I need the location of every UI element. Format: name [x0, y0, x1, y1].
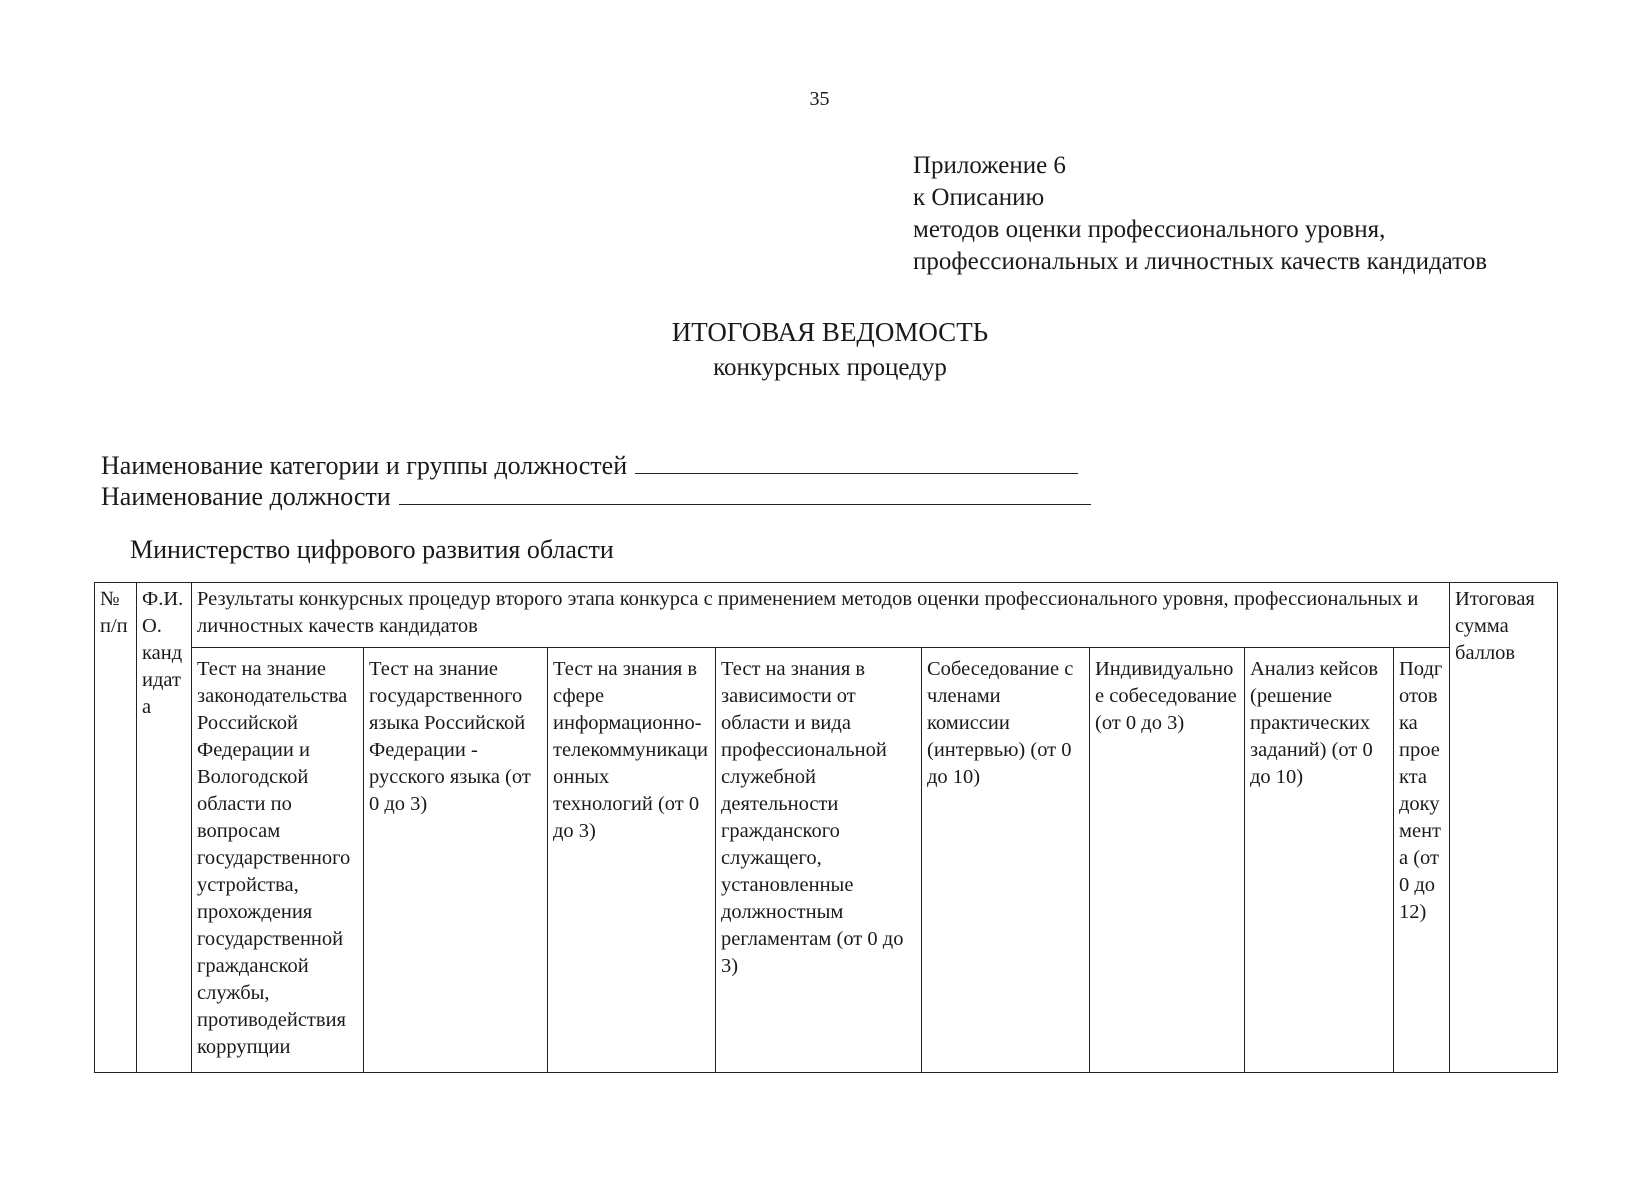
column-header-test: Тест на знание законодательства Российской Федерации и Вологодской области по вопросам государственного устройства, прохождения государственной гражданской службы, противодействия коррупции — [192, 648, 364, 1073]
category-label: Наименование категории и группы должностей — [101, 451, 628, 480]
column-header-number: № п/п — [95, 583, 137, 1073]
appendix-line: к Описанию — [913, 184, 1045, 211]
document-title: ИТОГОВАЯ ВЕДОМОСТЬ — [671, 317, 989, 347]
ministry-name: Министерство цифрового развития области — [130, 535, 614, 564]
table-subheader-row — [95, 648, 1558, 1073]
column-header-test: Индивидуальное собеседование (от 0 до 3) — [1090, 648, 1245, 1073]
column-header-test: Собеседование с членами комиссии (интервью) (от 0 до 10) — [922, 648, 1090, 1073]
appendix-line: профессиональных и личностных качеств кандидатов — [913, 248, 1488, 275]
position-label: Наименование должности — [101, 482, 391, 511]
column-header-test: Тест на знание государственного языка Российской Федерации - русского языка (от 0 до 3) — [364, 648, 548, 1073]
results-table — [94, 582, 1558, 1073]
column-header-test: Подготовка проекта документа (от 0 до 12) — [1394, 648, 1450, 1073]
column-header-results: Результаты конкурсных процедур второго этапа конкурса с применением методов оценки профессионального уровня, профессиональных и личностных качеств кандидатов — [192, 583, 1450, 648]
appendix-line: методов оценки профессионального уровня, — [913, 216, 1386, 243]
category-blank-line — [635, 451, 1078, 474]
appendix-note — [913, 150, 1487, 278]
position-blank-line — [399, 482, 1091, 505]
column-header-test: Тест на знания в сфере информационно-телекоммуникационных технологий (от 0 до 3) — [548, 648, 716, 1073]
column-header-test: Анализ кейсов (решение практических заданий) (от 0 до 10) — [1245, 648, 1394, 1073]
document-subtitle: конкурсных процедур — [713, 354, 947, 381]
position-field — [101, 481, 1091, 513]
column-header-candidate: Ф.И.О. кандидата — [137, 583, 192, 1073]
column-header-test: Тест на знания в зависимости от области и вида профессиональной служебной деятельности гражданского служащего, установленные должностным регламентам (от 0 до 3) — [716, 648, 922, 1073]
category-field — [101, 450, 1078, 482]
column-header-total: Итоговая сумма баллов — [1450, 583, 1558, 1073]
table-header-row — [95, 583, 1558, 648]
page-number: 35 — [809, 88, 830, 110]
appendix-line: Приложение 6 — [913, 152, 1066, 179]
